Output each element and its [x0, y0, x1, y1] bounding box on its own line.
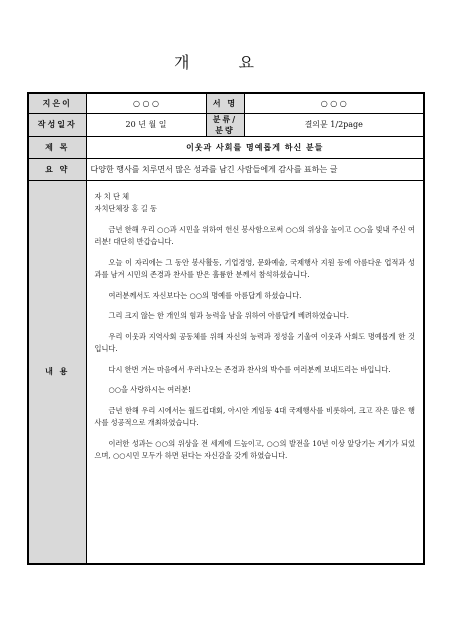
date-value: 20 년 월 일 — [86, 113, 206, 136]
content-paragraph: 다시 한번 겨는 마음에서 우러나오는 존경과 찬사의 박수를 여러분께 보내드리는 바입니다. — [108, 364, 391, 374]
content-paragraph: 오늘 이 자리에는 그 동안 봉사활동, 기업경영, 문화예술, 국제행사 지원 등에 아름다운 업적과 성과를 남겨 시민의 존경과 찬사를 받은 훌륭한 분께서 참석하셨습니다. — [94, 257, 415, 279]
content-paragraph: 이러한 성과는 ○○의 위상을 전 세계에 드높이고, ○○의 발전을 10년 이상 앞당기는 계기가 되었으며, ○○시민 모두가 하면 된다는 자신감을 갖게 하였습니다. — [94, 438, 415, 460]
author-value: ○ ○ ○ — [86, 93, 206, 113]
content-paragraph: 그리 크지 않는 한 개인의 힘과 능력을 남을 위하여 아름답게 베려하였습니다. — [108, 311, 349, 320]
content-label: 내 용 — [28, 180, 86, 564]
subject-label: 제 목 — [28, 136, 86, 158]
organization-line: 자 치 단 체 — [94, 191, 130, 201]
book-name-value: ○ ○ ○ — [244, 93, 424, 113]
category-label: 분류/분량 — [206, 113, 244, 136]
content-paragraph: 우리 이웃과 지역사회 공동체를 위해 자신의 능력과 정성을 기울여 이웃과 사회도 명예롭게 한 것입니다. — [94, 331, 415, 353]
summary-label: 요 약 — [28, 158, 86, 180]
document-title: 개 요 — [174, 53, 276, 72]
author-label: 지은이 — [28, 93, 86, 113]
content-paragraph: 금년 한해 우리 ○○과 시민을 위하여 헌신 봉사함으로써 ○○의 위상을 높이고 ○○을 빛내 주신 여러분! 대단히 반갑습니다. — [94, 224, 415, 246]
content-paragraph: ○○을 사랑하시는 여러분! — [108, 385, 191, 394]
date-label: 작성일자 — [28, 113, 86, 136]
book-name-label: 서 명 — [206, 93, 244, 113]
subject-value: 이웃과 사회를 명예롭게 하신 분들 — [86, 136, 424, 158]
overview-form — [27, 92, 425, 565]
summary-value: 다양한 행사를 치루면서 많은 성과를 남긴 사람들에게 감사를 표하는 글 — [86, 158, 424, 180]
content-body — [86, 180, 424, 564]
category-value: 결의문 1/2page — [244, 113, 424, 136]
content-paragraph: 금년 한해 우리 시에서는 월드컵대회, 아시안 게임등 4대 국제행사를 비롯하여, 크고 작은 많은 행사를 성공적으로 개최하였습니다. — [94, 405, 415, 427]
content-paragraph: 여러분께서도 자신보다는 ○○의 명예를 아름답게 하셨습니다. — [108, 290, 302, 300]
signer-line: 자치단체장 홍 길 동 — [94, 204, 157, 213]
